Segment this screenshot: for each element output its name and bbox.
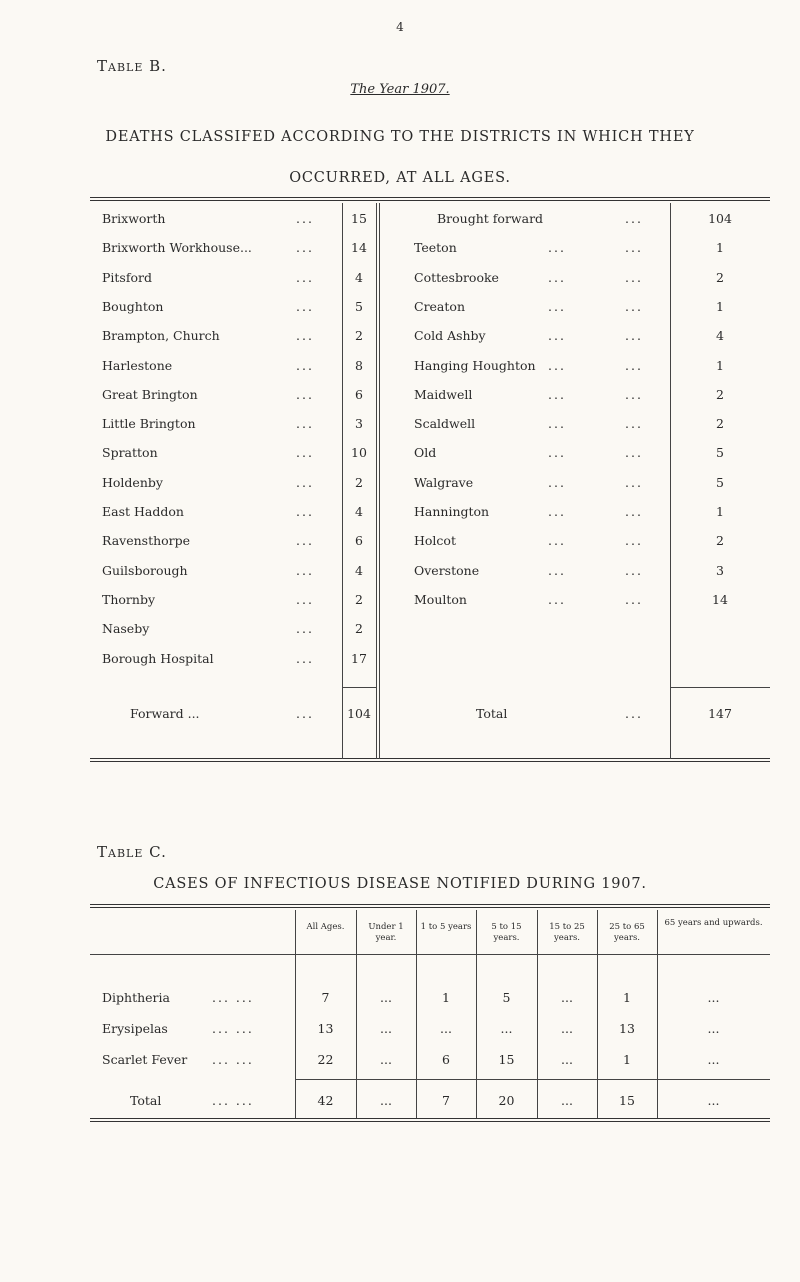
district-deaths: 5 (355, 298, 363, 314)
bottom-double-rule (90, 1118, 770, 1122)
district-name: Teeton (414, 240, 457, 256)
leader-dots: ... (296, 386, 314, 402)
district-name: Creaton (414, 298, 465, 314)
leader-dots: ... (625, 386, 643, 402)
cell-value: 5 (502, 990, 511, 1005)
district-name: East Haddon (102, 504, 184, 519)
district-name: Ravensthorpe (102, 533, 191, 549)
district-deaths: 3 (716, 562, 724, 578)
cell-value: 1 (442, 990, 450, 1005)
district-name: Scaldwell (414, 416, 476, 432)
district-deaths: 2 (716, 416, 724, 432)
leader-dots: ... ... (212, 990, 254, 1005)
district-name: Cold Ashby (414, 328, 486, 344)
district-deaths: 4 (355, 504, 363, 519)
district-deaths: 10 (351, 445, 367, 461)
total-value: 15 (619, 1093, 635, 1108)
leader-dots: ... (625, 357, 643, 373)
district-deaths: 2 (716, 533, 724, 549)
cell-value: 22 (317, 1052, 334, 1067)
table-c (90, 904, 770, 1124)
total-value: 42 (317, 1093, 334, 1108)
disease-name: Erysipelas (102, 1021, 168, 1036)
leader-dots: ... ... (212, 1021, 254, 1036)
district-name: Harlestone (102, 357, 173, 373)
district-name: Naseby (102, 621, 150, 637)
total-value: ... (707, 1093, 720, 1108)
total-value: ... (380, 1093, 392, 1108)
cell-value: ... (380, 1021, 392, 1036)
leader-dots: ... (548, 474, 566, 490)
district-name: Brixworth (102, 211, 166, 226)
cell-value: ... (561, 990, 573, 1005)
leader-dots: ... (625, 298, 643, 314)
district-name: Cottesbrooke (414, 269, 499, 285)
cell-value: ... (380, 990, 392, 1005)
district-name: Holdenby (102, 474, 163, 490)
sum-rule (670, 687, 770, 688)
table-b (90, 197, 770, 761)
leader-dots: ... (625, 416, 643, 432)
district-deaths: 2 (355, 328, 363, 344)
table-c-heading: CASES OF INFECTIOUS DISEASE NOTIFIED DURING 1907. (153, 876, 647, 892)
column-header: 65 years and upwards. (664, 918, 763, 928)
total-label: Total (130, 1093, 162, 1108)
district-deaths: 2 (355, 591, 363, 607)
total-label: Total (476, 706, 508, 721)
leader-dots: ... (548, 357, 566, 373)
district-deaths: 1 (716, 298, 724, 314)
column-rule (597, 910, 598, 1118)
district-name: Pitsford (102, 269, 152, 285)
cell-value: ... (561, 1021, 573, 1036)
header-rule (90, 954, 770, 955)
district-name: Brampton, Church (102, 328, 220, 344)
forward-value: 104 (347, 706, 371, 721)
leader-dots: ... (625, 533, 643, 549)
district-name: Brought forward (437, 211, 544, 226)
cell-value: 13 (619, 1021, 635, 1036)
district-deaths: 2 (355, 621, 363, 637)
leader-dots: ... (296, 298, 314, 314)
top-double-rule (90, 197, 770, 201)
total-dots: ... (625, 706, 643, 721)
table-b-year: The Year 1907. (350, 82, 450, 97)
disease-name: Scarlet Fever (102, 1052, 188, 1067)
leader-dots: ... ... (212, 1052, 254, 1067)
district-name: Overstone (414, 562, 480, 578)
leader-dots: ... (548, 386, 566, 402)
district-deaths: 17 (351, 650, 367, 666)
total-value: ... (561, 1093, 573, 1108)
leader-dots: ... (625, 269, 643, 285)
column-rule (356, 910, 357, 1118)
district-deaths: 14 (351, 240, 367, 256)
leader-dots: ... (296, 621, 314, 637)
cell-value: 13 (317, 1021, 334, 1036)
cell-value: 7 (321, 990, 330, 1005)
column-rule (416, 910, 417, 1118)
district-name: Walgrave (414, 474, 474, 490)
district-deaths: 2 (716, 269, 724, 285)
district-name: Great Brington (102, 386, 198, 402)
column-header: 25 to 65 years. (609, 922, 645, 943)
column-rule (295, 910, 296, 1118)
leader-dots: ... (296, 562, 314, 578)
district-deaths: 2 (716, 386, 724, 402)
leader-dots: ... (296, 328, 314, 344)
district-name: Moulton (414, 591, 467, 607)
district-deaths: 4 (355, 269, 363, 285)
leader-dots: ... (548, 416, 566, 432)
column-header: 1 to 5 years (420, 922, 472, 932)
district-deaths: 3 (355, 416, 363, 432)
leader-dots: ... (625, 474, 643, 490)
leader-dots: ... (548, 445, 566, 461)
forward-label: Forward ... (130, 706, 200, 721)
table-b-label: Table B. (97, 57, 167, 75)
leader-dots: ... (625, 504, 643, 519)
leader-dots: ... (296, 357, 314, 373)
leader-dots: ... (625, 591, 643, 607)
cell-value: ... (707, 1052, 720, 1067)
bottom-double-rule (90, 758, 770, 762)
district-deaths: 104 (708, 211, 732, 226)
leader-dots: ... (296, 211, 314, 226)
total-value: 20 (498, 1093, 515, 1108)
table-b-heading-line1: DEATHS CLASSIFED ACCORDING TO THE DISTRICTS IN WHICH THEY (105, 129, 695, 145)
forward-dots: ... (296, 706, 314, 721)
leader-dots: ... (296, 474, 314, 490)
column-header: Under 1 year. (368, 922, 404, 943)
district-deaths: 6 (355, 386, 363, 402)
leader-dots: ... (296, 416, 314, 432)
district-deaths: 1 (716, 504, 724, 519)
cell-value: ... (440, 1021, 452, 1036)
cell-value: ... (380, 1052, 392, 1067)
column-rule (376, 203, 377, 759)
leader-dots: ... (296, 269, 314, 285)
district-deaths: 15 (351, 211, 367, 226)
cell-value: ... (707, 990, 720, 1005)
cell-value: ... (561, 1052, 573, 1067)
leader-dots: ... (548, 504, 566, 519)
district-name: Borough Hospital (102, 650, 214, 666)
cell-value: 6 (442, 1052, 450, 1067)
leader-dots: ... (625, 211, 643, 226)
leader-dots: ... (625, 445, 643, 461)
district-name: Spratton (102, 445, 158, 461)
cell-value: 1 (623, 990, 631, 1005)
district-deaths: 2 (355, 474, 363, 490)
district-name: Maidwell (414, 386, 473, 402)
district-name: Holcot (414, 533, 456, 549)
total-value: 7 (442, 1093, 450, 1108)
leader-dots: ... (296, 591, 314, 607)
cell-value: ... (707, 1021, 720, 1036)
table-c-label: Table C. (97, 843, 167, 861)
district-name: Old (414, 445, 437, 461)
sum-rule (295, 1079, 770, 1080)
disease-name: Diphtheria (102, 990, 170, 1005)
district-deaths: 14 (712, 591, 728, 607)
district-name: Thornby (102, 591, 156, 607)
cell-value: ... (500, 1021, 513, 1036)
leader-dots: ... (296, 445, 314, 461)
leader-dots: ... (296, 533, 314, 549)
district-deaths: 5 (716, 445, 724, 461)
column-header: 5 to 15 years. (491, 922, 522, 943)
district-deaths: 6 (355, 533, 363, 549)
leader-dots: ... (296, 650, 314, 666)
district-deaths: 4 (716, 328, 724, 344)
leader-dots: ... (548, 562, 566, 578)
column-rule (476, 910, 477, 1118)
column-rule (657, 910, 658, 1118)
column-rule (379, 203, 380, 759)
leader-dots: ... (548, 298, 566, 314)
leader-dots: ... ... (212, 1093, 254, 1108)
district-deaths: 4 (355, 562, 363, 578)
district-name: Guilsborough (102, 562, 188, 578)
leader-dots: ... (625, 240, 643, 256)
district-deaths: 1 (716, 357, 724, 373)
district-name: Brixworth Workhouse... (102, 240, 252, 256)
leader-dots: ... (548, 533, 566, 549)
leader-dots: ... (548, 591, 566, 607)
page-number: 4 (396, 20, 404, 34)
top-double-rule (90, 904, 770, 908)
sum-rule (342, 687, 376, 688)
column-header: All Ages. (306, 922, 345, 932)
total-value: 147 (708, 706, 732, 721)
leader-dots: ... (548, 328, 566, 344)
leader-dots: ... (625, 562, 643, 578)
district-name: Hanging Houghton (414, 357, 536, 373)
district-name: Hannington (414, 504, 490, 519)
leader-dots: ... (296, 504, 314, 519)
column-rule (537, 910, 538, 1118)
leader-dots: ... (548, 240, 566, 256)
leader-dots: ... (296, 240, 314, 256)
district-deaths: 8 (355, 357, 363, 373)
district-deaths: 1 (716, 240, 724, 256)
district-name: Boughton (102, 298, 164, 314)
cell-value: 15 (498, 1052, 515, 1067)
district-deaths: 5 (716, 474, 724, 490)
leader-dots: ... (548, 269, 566, 285)
table-b-heading-line2: OCCURRED, AT ALL AGES. (289, 170, 511, 186)
cell-value: 1 (623, 1052, 631, 1067)
leader-dots: ... (625, 328, 643, 344)
district-name: Little Brington (102, 416, 196, 432)
column-header: 15 to 25 years. (549, 922, 585, 943)
